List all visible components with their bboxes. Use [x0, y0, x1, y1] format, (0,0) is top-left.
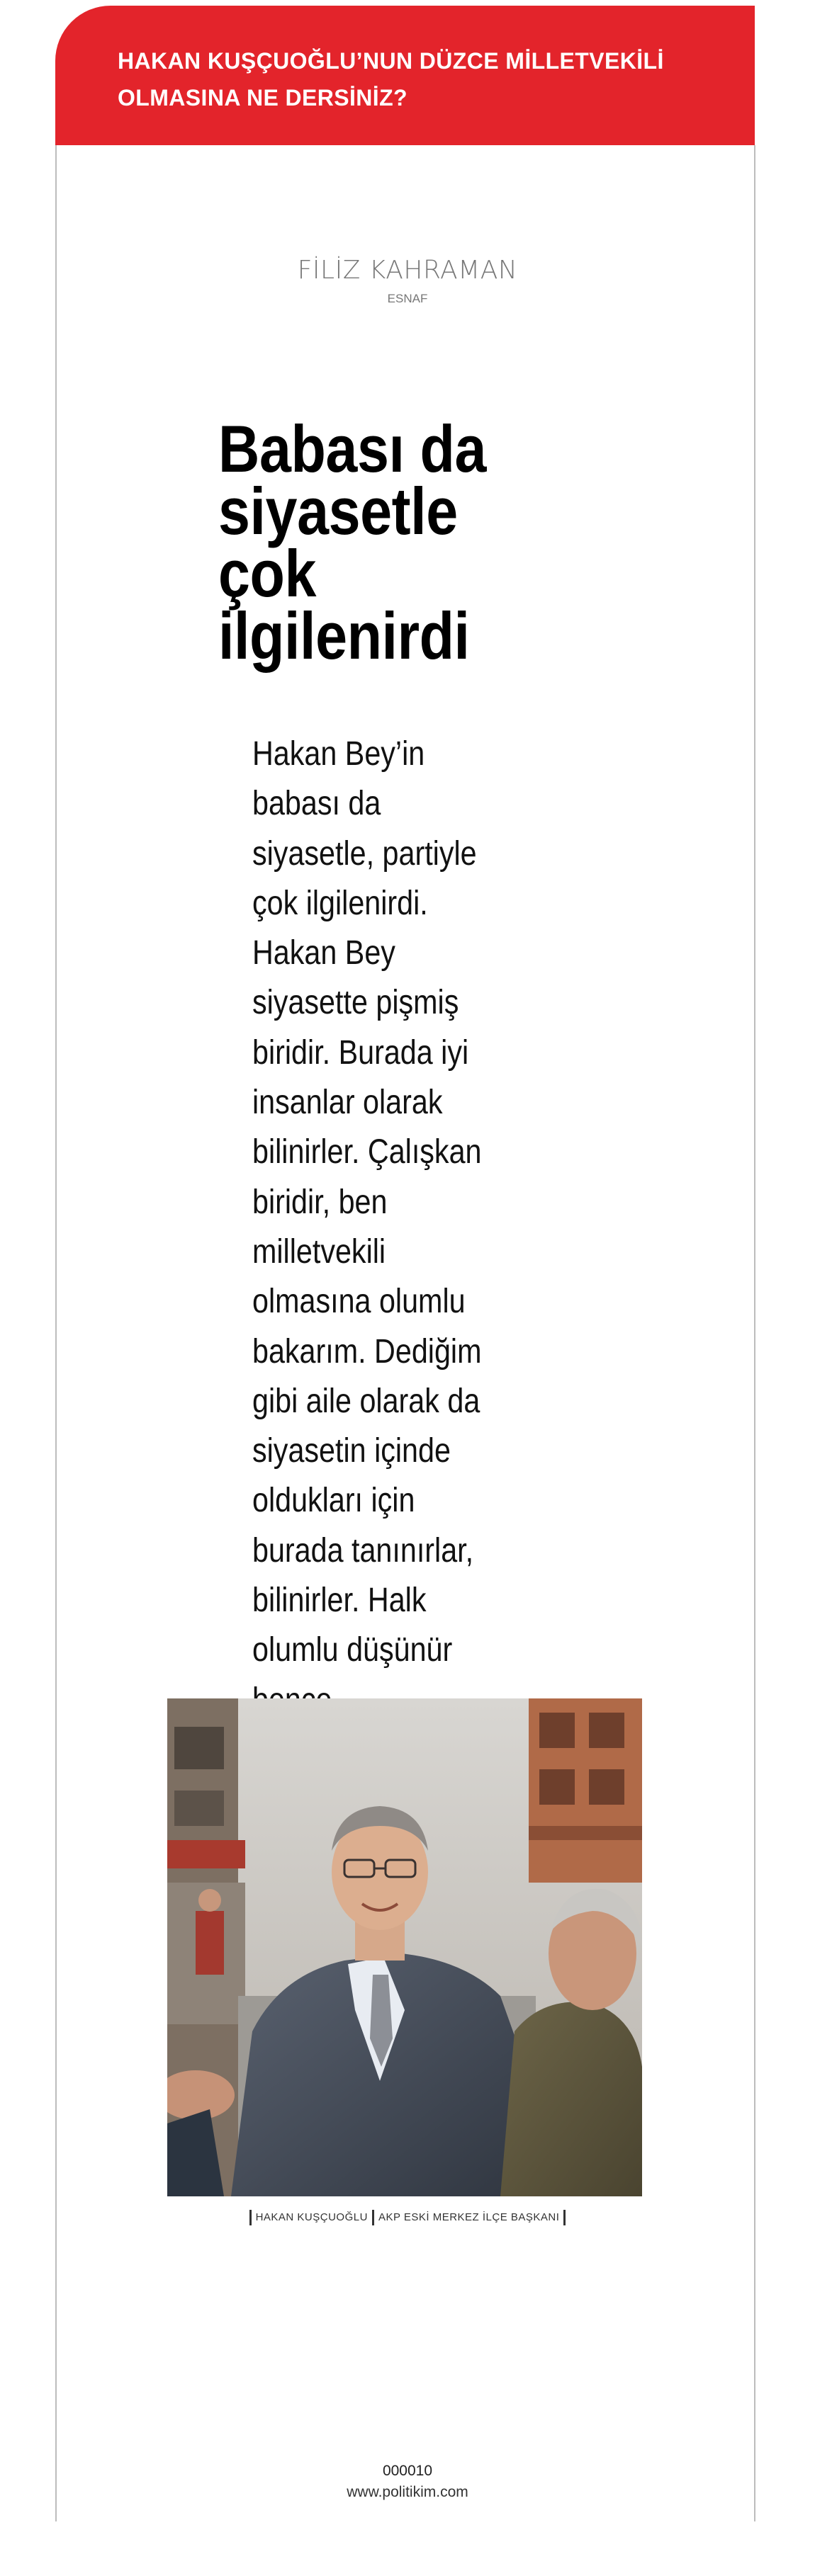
- page-number: 000010: [382, 2463, 433, 2479]
- interviewee-name: FİLİZ KAHRAMAN: [297, 256, 518, 285]
- caption-divider: [563, 2210, 566, 2225]
- caption-person: HAKAN KUŞÇUOĞLU: [255, 2211, 368, 2224]
- page-footer: [0, 2461, 815, 2503]
- article-headline: Babası da siyasetle çok ilgilenirdi: [218, 412, 487, 673]
- photo-illustration: [167, 1698, 642, 2196]
- article-photo: [167, 1698, 642, 2196]
- photo-caption: [0, 2210, 815, 2225]
- banner-title: HAKAN KUŞÇUOĞLU’NUN DÜZCE MİLLETVEKİLİ OLMASINA NE DERSİNİZ?: [118, 48, 664, 110]
- caption-divider: [372, 2210, 374, 2225]
- site-url: www.politikim.com: [347, 2484, 468, 2500]
- header-banner: [55, 6, 755, 145]
- left-page-rule: [55, 145, 57, 2521]
- right-page-rule: [754, 145, 755, 2521]
- interviewee-role: ESNAF: [387, 292, 428, 305]
- caption-title: AKP ESKİ MERKEZ İLÇE BAŞKANI: [378, 2211, 560, 2224]
- byline: [0, 255, 815, 307]
- article-body: Hakan Bey’in babası da siyasetle, partiyle çok ilgilenirdi. Hakan Bey siyasette pişmiş biridir. Burada iyi insanlar olarak bilinirler. Çalışkan biridir, ben milletvekili olmasına olumlu bakarım. Dediğim gibi aile olarak da siyasetin içinde oldukları için burada tanınırlar, bilinirler. Halk olumlu düşünür: [252, 735, 482, 1669]
- caption-divider: [249, 2210, 252, 2225]
